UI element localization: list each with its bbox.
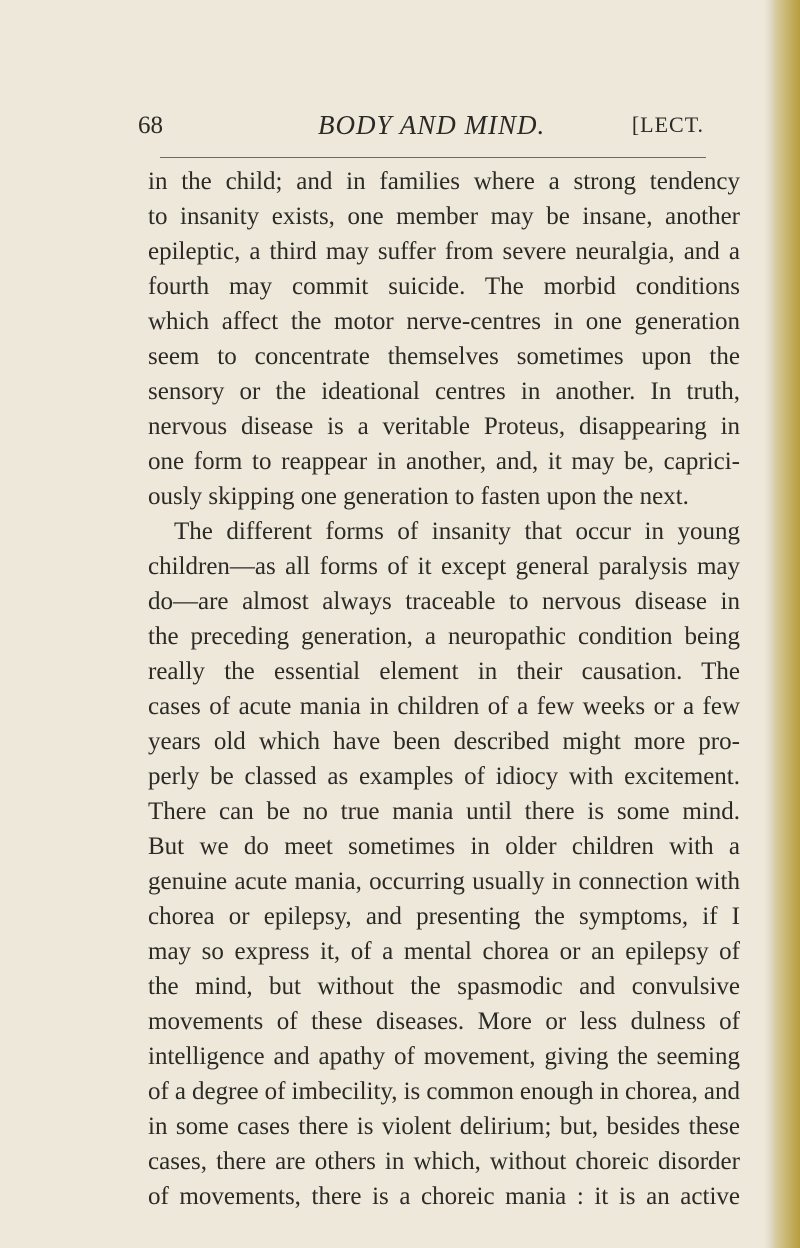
text-line: But we do meet sometimes in older children with a [148, 833, 741, 860]
body-text [148, 164, 740, 1214]
running-header [138, 106, 708, 146]
text-line: one form to reappear in another, and, it may be, caprici- [148, 448, 740, 475]
page-edge [774, 0, 800, 1248]
text-line: cases of acute mania in children of a few weeks or a few [148, 693, 741, 720]
text-line: years old which have been described might more pro- [148, 728, 740, 755]
text-line: movements of these diseases. More or less dulness of [148, 1008, 741, 1035]
text-line: the preceding generation, a neuropathic condition being [148, 623, 740, 650]
text-line: fourth may commit suicide. The morbid conditions [148, 273, 740, 300]
page-edge-shadow [764, 0, 774, 1248]
text-line: cases, there are others in which, without choreic disorder [148, 1148, 740, 1175]
text-line: of movements, there is a choreic mania : it is an active [148, 1183, 740, 1210]
text-line: sensory or the ideational centres in another. In truth, [148, 378, 740, 405]
text-line: intelligence and apathy of movement, giving the seeming [148, 1043, 740, 1070]
text-line: genuine acute mania, occurring usually in connection with [148, 868, 740, 895]
text-line: seem to concentrate themselves sometimes upon the [148, 343, 740, 370]
text-line: ously skipping one generation to fasten upon the next. [148, 483, 689, 510]
page-number: 68 [138, 112, 163, 139]
running-section: [LECT. [631, 112, 704, 137]
text-line: epileptic, a third may suffer from severe neuralgia, and a [148, 238, 740, 265]
text-line: of a degree of imbecility, is common enough in chorea, and [148, 1078, 741, 1105]
text-line: do—are almost always traceable to nervous disease in [148, 588, 740, 615]
header-rule [160, 157, 706, 158]
text-line: which affect the motor nerve-centres in one generation [148, 308, 741, 335]
text-line: children—as all forms of it except general paralysis may [148, 553, 740, 580]
text-line: in some cases there is violent delirium; but, besides these [148, 1113, 740, 1140]
text-line: nervous disease is a veritable Proteus, disappearing in [148, 413, 741, 440]
text-line: perly be classed as examples of idiocy with excitement. [148, 763, 740, 790]
text-line: really the essential element in their causation. The [148, 658, 741, 685]
text-line: There can be no true mania until there is some mind. [148, 798, 741, 825]
text-line: may so express it, of a mental chorea or an epilepsy of [148, 938, 741, 965]
running-title: BODY AND MIND. [318, 110, 546, 140]
text-line: to insanity exists, one member may be insane, another [148, 203, 741, 230]
text-line: The different forms of insanity that occur in young [174, 518, 740, 545]
text-line: in the child; and in families where a strong tendency [148, 168, 741, 195]
text-line: the mind, but without the spasmodic and convulsive [148, 973, 741, 1000]
text-line: chorea or epilepsy, and presenting the symptoms, if I [148, 903, 740, 930]
